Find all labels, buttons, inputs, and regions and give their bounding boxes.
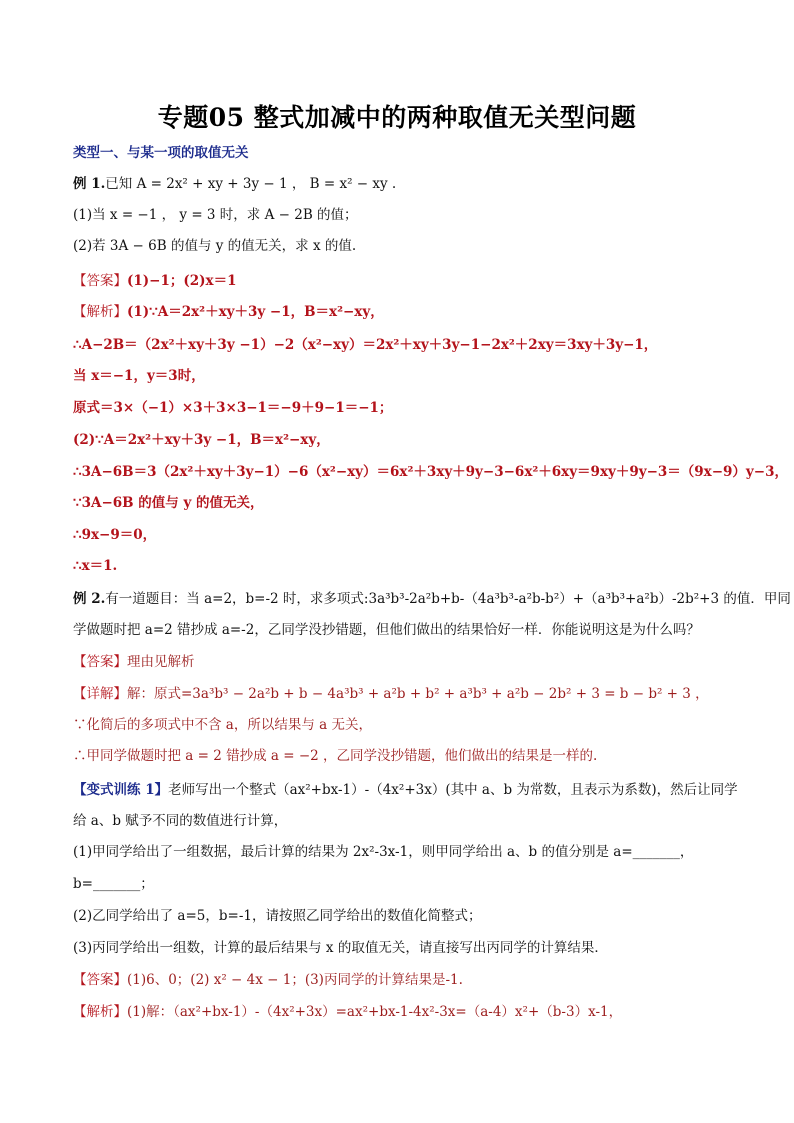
text-line [73, 812, 287, 830]
text-segment: 学做题时把 a=2 错抄成 a=-2，乙同学没抄错题，但他们做出的结果恰好一样．你能说明这是为什么吗？ [73, 622, 700, 638]
text-line [73, 653, 195, 671]
text-segment: (1)当 x = −1 ， y = 3 时，求 A − 2B 的值； [73, 207, 358, 223]
text-line [73, 907, 481, 925]
text-segment: 类型一、与某一项的取值无关 [73, 145, 249, 161]
text-line [73, 526, 156, 544]
text-line [73, 272, 236, 290]
text-segment: ∴x＝1. [73, 558, 118, 574]
text-line [73, 590, 791, 608]
text-line [73, 781, 738, 799]
text-line [73, 557, 117, 575]
text-segment: 给 a、b 赋予不同的数值进行计算， [73, 813, 288, 829]
text-segment: (3)丙同学给出一组数，计算的最后结果与 x 的取值无关，请直接写出丙同学的计算结果． [73, 940, 608, 956]
text-segment: 原式＝3×（−1）×3＋3×3−1＝−9＋9−1＝−1； [73, 400, 393, 416]
text-line [73, 716, 372, 734]
text-line [73, 399, 392, 417]
text-segment: 理由见解析 [127, 654, 195, 670]
text-line [73, 431, 330, 449]
text-line [73, 747, 597, 765]
section-label: 【答案】 [73, 654, 127, 670]
text-line [73, 494, 264, 512]
page-title: 专题05 整式加减中的两种取值无关型问题 [157, 103, 637, 132]
text-line [73, 206, 358, 224]
section-label: 【变式训练 1】 [73, 782, 169, 798]
text-line [73, 685, 709, 703]
text-segment: (1)6、0；(2) x² − 4x − 1；(3)丙同学的计算结果是-1. [127, 972, 463, 988]
text-line [73, 463, 788, 481]
text-line [73, 175, 396, 193]
text-segment: (1)甲同学给出了一组数据，最后计算的结果为 2x²-3x-1，则甲同学给出 a、b 的值分别是 a=_______， [73, 844, 694, 860]
text-line [73, 971, 463, 989]
text-line [73, 1003, 622, 1021]
text-segment: 例 1. [73, 176, 106, 192]
text-line [73, 237, 356, 255]
text-line [73, 303, 384, 321]
text-segment: (1)解：（ax²+bx-1）-（4x²+3x）=ax²+bx-1-4x²-3x=（a-4）x²+（b-3）x-1， [127, 1004, 623, 1020]
section-label: 【解析】 [73, 304, 127, 320]
text-segment: 老师写出一个整式（ax²+bx-1）-（4x²+3x）(其中 a、b 为常数，且表示为系数)，然后让同学 [168, 782, 738, 798]
text-segment: 当 x＝−1，y＝3时， [73, 368, 205, 384]
text-line [73, 843, 693, 861]
text-line [73, 144, 249, 162]
text-segment: 已知 A = 2x² + xy + 3y − 1 ， B = x² − xy . [105, 176, 397, 192]
text-line [73, 621, 700, 639]
text-segment: (2)乙同学给出了 a=5，b=-1，请按照乙同学给出的数值化简整式； [73, 908, 482, 924]
text-segment: ∴9x−9＝0， [73, 527, 157, 543]
section-label: 【答案】 [73, 273, 127, 289]
text-segment: (1)−1；(2)x＝1 [127, 273, 237, 289]
text-segment: (2)若 3A − 6B 的值与 y 的值无关，求 x 的值. [73, 238, 357, 254]
text-line [73, 367, 205, 385]
text-segment: (2)∵A＝2x²＋xy＋3y −1，B＝x²−xy， [73, 432, 330, 448]
text-line [73, 336, 657, 354]
text-segment: 例 2. [73, 591, 106, 607]
text-segment: ∴A−2B＝（2x²＋xy＋3y −1）−2（x²−xy）＝2x²＋xy＋3y−1−2x²＋2xy＝3xy＋3y−1， [73, 337, 658, 353]
text-segment: (1)∵A＝2x²＋xy＋3y −1，B＝x²−xy， [127, 304, 384, 320]
text-segment: ∴甲同学做题时把 a = 2 错抄成 a = −2 ，乙同学没抄错题，他们做出的结果是一样的. [73, 748, 598, 764]
text-line [73, 875, 154, 893]
section-label: 【详解】 [73, 686, 127, 702]
text-segment: 有一道题目：当 a=2，b=-2 时，求多项式:3a³b³-2a²b+b-（4a³b³-a²b-b²）+（a³b³+a²b）-2b²+3 的值．甲同 [105, 591, 791, 607]
section-label: 【答案】 [73, 972, 127, 988]
text-segment: b=_______； [73, 876, 154, 892]
text-segment: ∵3A−6B 的值与 y 的值无关， [73, 495, 264, 511]
text-segment: ∵化简后的多项式中不含 a，所以结果与 a 无关， [73, 717, 372, 733]
text-segment: ∴3A−6B＝3（2x²＋xy＋3y−1）−6（x²−xy）＝6x²＋3xy＋9y−3−6x²＋6xy＝9xy＋9y−3＝（9x−9）y−3， [73, 464, 788, 480]
section-label: 【解析】 [73, 1004, 127, 1020]
text-segment: 解：原式=3a³b³ − 2a²b + b − 4a³b³ + a²b + b² + a³b³ + a²b − 2b² + 3 = b − b² + 3 ， [127, 686, 709, 702]
text-line [73, 939, 608, 957]
